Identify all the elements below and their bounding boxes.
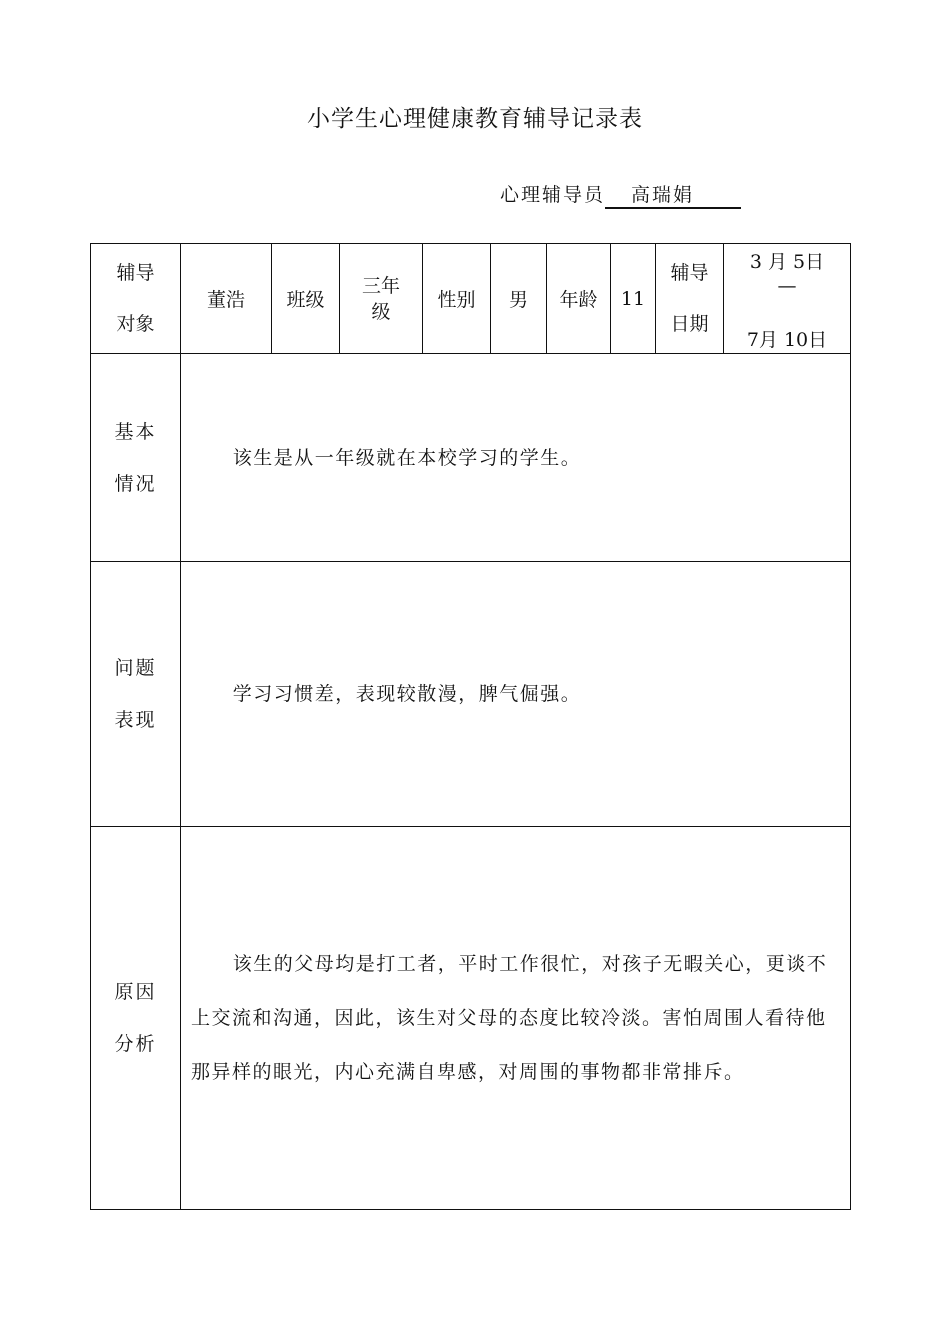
basic-label-line-1: 基本: [114, 420, 157, 443]
gender-label-cell: 性别: [423, 244, 491, 354]
subject-label-cell: [91, 244, 181, 354]
cause-text: 该生的父母均是打工者，平时工作很忙，对孩子无暇关心，更谈不上交流和沟通，因此，该生对父母的态度比较冷淡。害怕周围人看待他那异样的眼光，内心充满自卑感，对周围的事物都非常排斥。: [191, 953, 828, 1083]
header-row: [91, 244, 851, 354]
subject-label-line-1: 辅导: [116, 261, 155, 284]
counselor-name: 高瑞娟: [605, 180, 741, 209]
subject-label-line-2: 对象: [116, 312, 155, 335]
page-title: 小学生心理健康教育辅导记录表: [307, 106, 643, 132]
date-label-cell: [656, 244, 724, 354]
cause-row: [91, 827, 851, 1210]
cause-label: [91, 966, 180, 1070]
age-value-cell: 11: [611, 244, 656, 354]
date-end: 7月 10日: [746, 328, 828, 351]
subject-name-cell: 董浩: [181, 244, 272, 354]
date-label-line-2: 日期: [670, 312, 709, 335]
class-value-line-2: 级: [371, 300, 391, 323]
date-range: [724, 245, 850, 353]
class-value: [340, 273, 422, 325]
counselor-label: 心理辅导员: [500, 184, 606, 206]
date-value-cell: [724, 244, 851, 354]
date-label-line-1: 辅导: [670, 261, 709, 284]
class-label-cell: 班级: [272, 244, 340, 354]
age-label-cell: 年龄: [547, 244, 611, 354]
cause-content-cell: [181, 827, 851, 1210]
cause-label-line-2: 分析: [114, 1033, 157, 1055]
problem-label-line-2: 表现: [114, 709, 157, 731]
problem-label: [91, 642, 180, 746]
cause-label-line-1: 原因: [114, 981, 157, 1003]
class-value-line-1: 三年: [361, 274, 400, 297]
counselor-line: [500, 180, 741, 209]
basic-row: [91, 354, 851, 562]
basic-text: 该生是从一年级就在本校学习的学生。: [232, 446, 582, 469]
subject-label: [91, 248, 180, 350]
basic-label-cell: [91, 354, 181, 562]
gender-value-cell: 男: [491, 244, 547, 354]
class-value-cell: [340, 244, 423, 354]
cause-label-cell: [91, 827, 181, 1210]
date-dash: —: [777, 274, 797, 297]
date-label: [656, 248, 723, 350]
problem-label-cell: [91, 562, 181, 827]
problem-text: 学习习惯差，表现较散漫，脾气倔强。: [232, 683, 582, 705]
problem-label-line-1: 问题: [114, 657, 157, 679]
basic-content-cell: [181, 354, 851, 562]
date-start: 3 月 5日: [749, 250, 825, 273]
basic-label-line-2: 情况: [114, 472, 157, 495]
basic-label: [91, 406, 180, 510]
problem-content-cell: [181, 562, 851, 827]
counseling-record-table: [90, 243, 851, 1210]
problem-row: [91, 562, 851, 827]
